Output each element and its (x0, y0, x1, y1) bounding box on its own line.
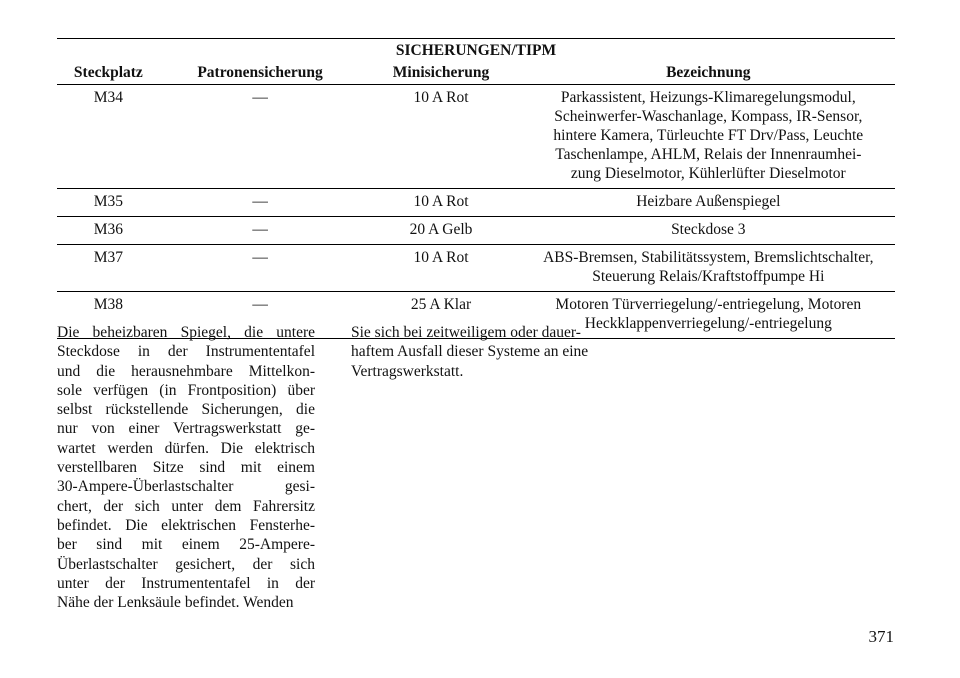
fuse-table (57, 38, 895, 339)
slot-cell: M35 (57, 189, 160, 217)
text-line: selbst rückstellende Sicherungen, die (57, 401, 315, 419)
text-line: 30-Ampere-Überlastschalter gesi- (57, 478, 315, 496)
description-line: Steuerung Relais/Kraftstoffpumpe Hi (592, 268, 825, 285)
page-number: 371 (868, 627, 894, 646)
fuse-table-body (57, 85, 895, 339)
table-row (57, 245, 895, 292)
description-line: Taschenlampe, AHLM, Relais der Innenraumhei- (555, 146, 862, 163)
slot-cell: M38 (57, 292, 160, 339)
description-line: Scheinwerfer-Waschanlage, Kompass, IR-Sensor, (554, 108, 863, 125)
text-line: Sie sich bei zeitweiligem oder dauer- (351, 324, 581, 341)
description-line: ABS-Bremsen, Stabilitätssystem, Bremslichtschalter, (543, 249, 874, 266)
mini-fuse-cell: 10 A Rot (360, 85, 521, 189)
text-line: wartet werden dürfen. Die elektrisch (57, 439, 315, 457)
description-line: Parkassistent, Heizungs-Klimaregelungsmodul, (560, 89, 856, 106)
body-paragraph-left (57, 323, 315, 612)
text-line: Überlastschalter gesichert, der sich (57, 555, 315, 573)
text-line: haftem Ausfall dieser Systeme an eine (351, 343, 589, 361)
cartridge-fuse-cell: — (160, 85, 361, 189)
header-bezeichnung: Bezeichnung (522, 60, 895, 85)
cartridge-fuse-cell: — (160, 189, 361, 217)
description-cell (522, 85, 895, 189)
cartridge-fuse-cell: — (160, 217, 361, 245)
mini-fuse-cell: 10 A Rot (360, 245, 521, 292)
header-minisicherung: Minisicherung (360, 60, 521, 85)
description-cell (522, 217, 895, 245)
text-line: Nähe der Lenksäule befindet. Wenden (57, 594, 294, 612)
text-line: Steckdose in der Instrumententafel (57, 343, 315, 361)
header-patronensicherung: Patronensicherung (160, 60, 361, 85)
cartridge-fuse-cell: — (160, 245, 361, 292)
text-line: ber sind mit einem 25-Ampere- (57, 536, 315, 554)
text-line: befindet. Die elektrischen Fensterhe- (57, 516, 315, 534)
table-row (57, 85, 895, 189)
header-steckplatz: Steckplatz (57, 60, 160, 85)
table-row (57, 217, 895, 245)
description-cell (522, 189, 895, 217)
description-cell (522, 245, 895, 292)
mini-fuse-cell: 25 A Klar (360, 292, 521, 339)
text-line: nur von einer Vertragswerkstatt ge- (57, 420, 315, 438)
description-line: Heizbare Außenspiegel (636, 193, 781, 210)
text-line: sole verfügen (in Frontposition) über (57, 381, 315, 399)
cartridge-fuse-cell: — (160, 292, 361, 339)
description-line: Motoren Türverriegelung/-entriegelung, Motoren (555, 296, 862, 313)
slot-cell: M36 (57, 217, 160, 245)
description-line: Heckklappenverriegelung/-entriegelung (584, 315, 832, 332)
description-line: hintere Kamera, Türleuchte FT Drv/Pass, Leuchte (553, 127, 864, 144)
text-line: chert, der sich unter dem Fahrersitz (57, 497, 315, 515)
text-line: Vertragswerkstatt. (351, 362, 464, 380)
body-paragraph-right (351, 323, 613, 381)
description-line: Steckdose 3 (671, 221, 746, 238)
table-row (57, 189, 895, 217)
mini-fuse-cell: 20 A Gelb (360, 217, 521, 245)
description-line: zung Dieselmotor, Kühlerlüfter Dieselmotor (570, 165, 846, 182)
slot-cell: M37 (57, 245, 160, 292)
table-title: SICHERUNGEN/TIPM (57, 39, 895, 61)
text-line: verstellbaren Sitze sind mit einem (57, 459, 315, 477)
mini-fuse-cell: 10 A Rot (360, 189, 521, 217)
slot-cell: M34 (57, 85, 160, 189)
text-line: Die beheizbaren Spiegel, die untere (57, 324, 315, 341)
text-line: und die herausnehmbare Mittelkon- (57, 362, 315, 380)
text-line: unter der Instrumententafel in der (57, 574, 315, 592)
